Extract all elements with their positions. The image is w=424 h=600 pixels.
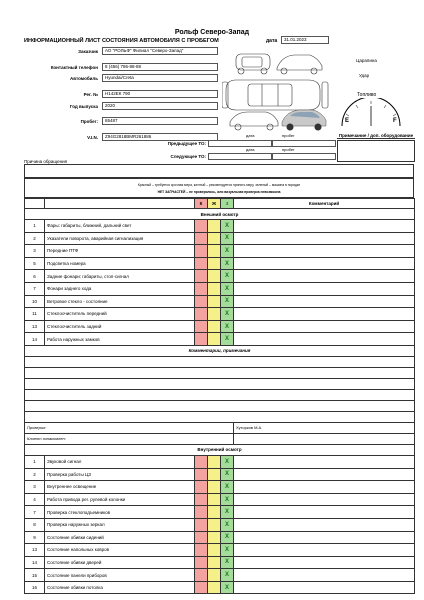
green-status-cell[interactable]: X	[221, 245, 234, 258]
row-item-name: Состояние обивки сидений	[45, 531, 195, 544]
notes-field[interactable]	[337, 140, 415, 162]
row-item-name: Указатели поворота, аварийная сигнализация	[45, 232, 195, 245]
comment-line[interactable]	[25, 356, 415, 367]
row-item-name: Фонари заднего хода	[45, 282, 195, 295]
table-row	[25, 493, 415, 506]
date-col-label: дата	[246, 133, 255, 138]
row-number: 7	[25, 506, 45, 519]
yellow-status-cell[interactable]	[208, 232, 221, 245]
yellow-status-cell[interactable]	[208, 481, 221, 494]
yellow-status-cell[interactable]	[208, 468, 221, 481]
car-diagram-icon[interactable]	[222, 50, 330, 132]
row-item-name: Состояние напольных ковров	[45, 544, 195, 557]
table-row	[25, 270, 415, 283]
table-row	[25, 531, 415, 544]
yellow-status-cell[interactable]	[208, 531, 221, 544]
yellow-status-cell[interactable]	[208, 333, 221, 346]
row-item-name: Внутреннее освещение	[45, 481, 195, 494]
row-number: 1	[25, 220, 45, 233]
row-number: 3	[25, 245, 45, 258]
date-label: дата	[266, 38, 278, 44]
red-status-cell[interactable]	[195, 220, 208, 233]
prev-to-date[interactable]	[208, 140, 272, 147]
client-ack-value[interactable]	[234, 433, 415, 444]
customer-label: Заказчик	[78, 49, 98, 54]
dealer-name: Рольф Северо-Запад	[174, 29, 250, 36]
row-number: 14	[25, 333, 45, 346]
red-status-cell[interactable]	[195, 581, 208, 594]
row-comment-cell[interactable]	[234, 220, 415, 233]
row-number: 4	[25, 493, 45, 506]
row-comment-cell[interactable]	[234, 544, 415, 557]
green-status-cell[interactable]: X	[221, 257, 234, 270]
row-number: 7	[25, 282, 45, 295]
table-row	[25, 320, 415, 333]
date-col-label-2: дата	[246, 147, 255, 152]
table-row	[25, 569, 415, 582]
row-number: 9	[25, 531, 45, 544]
next-to-mileage[interactable]	[272, 153, 336, 160]
yellow-status-cell[interactable]	[208, 220, 221, 233]
internal-section-title: Внутренний осмотр	[25, 444, 415, 455]
row-number: 1	[25, 455, 45, 468]
green-status-cell[interactable]: X	[221, 468, 234, 481]
row-comment-cell[interactable]	[234, 333, 415, 346]
table-row	[25, 282, 415, 295]
scratch-legend-label: Царапина	[356, 58, 377, 63]
yellow-status-cell[interactable]	[208, 282, 221, 295]
yellow-status-cell[interactable]	[208, 455, 221, 468]
fuel-gauge-icon	[336, 98, 406, 130]
yellow-status-cell[interactable]	[208, 245, 221, 258]
red-status-cell[interactable]	[195, 569, 208, 582]
row-number: 3	[25, 481, 45, 494]
green-status-cell[interactable]: X	[221, 320, 234, 333]
row-comment-cell[interactable]	[234, 531, 415, 544]
green-status-cell[interactable]: X	[221, 506, 234, 519]
row-comment-cell[interactable]	[234, 320, 415, 333]
fuel-title: Топливо	[357, 92, 377, 98]
inspection-table	[24, 198, 415, 594]
form-title: ИНФОРМАЦИОННЫЙ ЛИСТ СОСТОЯНИЯ АВТОМОБИЛЯ С ПРОБЕГОМ	[24, 38, 219, 44]
table-row	[25, 468, 415, 481]
comments-header: Комментарий	[234, 199, 415, 209]
client-ack-label: Клиент ознакомлен:	[25, 433, 234, 444]
comment-line[interactable]	[25, 367, 415, 378]
checked-by-label: Проверил:	[25, 422, 234, 433]
green-status-cell[interactable]: X	[221, 232, 234, 245]
green-status-cell[interactable]: X	[221, 569, 234, 582]
comment-line[interactable]	[25, 411, 415, 422]
row-comment-cell[interactable]	[234, 308, 415, 321]
green-status-cell[interactable]: X	[221, 270, 234, 283]
row-comment-cell[interactable]	[234, 468, 415, 481]
green-status-cell[interactable]: X	[221, 481, 234, 494]
yellow-status-cell[interactable]	[208, 270, 221, 283]
checked-by-value[interactable]: Хуторков М.А.	[234, 422, 415, 433]
red-status-cell[interactable]	[195, 481, 208, 494]
car-field[interactable]: Hyundai/Creta	[102, 74, 218, 82]
customer-field[interactable]: АО "РОЛЬФ" Филиал "Северо-Запад"	[102, 47, 218, 55]
row-number: 6	[25, 270, 45, 283]
row-number: 10	[25, 295, 45, 308]
row-comment-cell[interactable]	[234, 257, 415, 270]
mileage-col-label: пробег	[282, 133, 295, 138]
mileage-col-label-2: пробег	[282, 147, 295, 152]
red-status-cell[interactable]	[195, 468, 208, 481]
table-header-row	[25, 199, 415, 209]
notes-label: Примечание / доп. оборудование	[338, 133, 414, 138]
green-status-cell[interactable]: X	[221, 295, 234, 308]
vin-field[interactable]: Z94G2818BMR261886	[102, 133, 218, 141]
red-status-cell[interactable]	[195, 333, 208, 346]
red-status-cell[interactable]	[195, 308, 208, 321]
red-status-cell[interactable]	[195, 518, 208, 531]
table-row	[25, 544, 415, 557]
yellow-status-cell[interactable]	[208, 493, 221, 506]
green-status-cell[interactable]: X	[221, 220, 234, 233]
red-status-cell[interactable]	[195, 245, 208, 258]
prev-to-label: Предыдущее ТО:	[167, 141, 206, 146]
col-zh-header: Ж	[208, 199, 221, 209]
row-item-name: Работа наружных замков	[45, 333, 195, 346]
row-item-name: Задние фонари: габариты, стоп-сигнал	[45, 270, 195, 283]
date-field[interactable]: 31.01.2023	[281, 36, 329, 44]
row-item-name: Проверка наружных зеркал	[45, 518, 195, 531]
mileage-field[interactable]: 65487	[102, 117, 218, 125]
row-comment-cell[interactable]	[234, 481, 415, 494]
table-row	[25, 295, 415, 308]
yellow-status-cell[interactable]	[208, 556, 221, 569]
row-comment-cell[interactable]	[234, 518, 415, 531]
red-status-cell[interactable]	[195, 270, 208, 283]
green-status-cell[interactable]: X	[221, 581, 234, 594]
table-row	[25, 220, 415, 233]
external-section-title: Внешний осмотр	[25, 209, 415, 220]
row-number: 15	[25, 569, 45, 582]
row-comment-cell[interactable]	[234, 270, 415, 283]
prev-to-mileage[interactable]	[272, 140, 336, 147]
next-to-label: Следующее ТО:	[170, 154, 206, 159]
yellow-status-cell[interactable]	[208, 257, 221, 270]
row-item-name: Стеклоочиститель задний	[45, 320, 195, 333]
table-row	[25, 308, 415, 321]
row-number: 13	[25, 320, 45, 333]
green-status-cell[interactable]: X	[221, 493, 234, 506]
col-k-header: К	[195, 199, 208, 209]
row-item-name: Проверка работы ЦЗ	[45, 468, 195, 481]
table-row	[25, 455, 415, 468]
table-row	[25, 581, 415, 594]
table-row	[25, 257, 415, 270]
table-row	[25, 556, 415, 569]
yellow-status-cell[interactable]	[208, 295, 221, 308]
next-to-date[interactable]	[208, 153, 272, 160]
row-comment-cell[interactable]	[234, 295, 415, 308]
red-status-cell[interactable]	[195, 544, 208, 557]
row-item-name: Работа привода рег. рулевой колонки	[45, 493, 195, 506]
yellow-status-cell[interactable]	[208, 518, 221, 531]
row-number: 14	[25, 556, 45, 569]
phone-label: Контактный телефон	[50, 65, 98, 70]
row-number: 16	[25, 581, 45, 594]
green-status-cell[interactable]: X	[221, 544, 234, 557]
row-item-name: Состояние обивки потолка	[45, 581, 195, 594]
comment-line[interactable]	[25, 378, 415, 389]
reg-label: Рег. №	[83, 92, 98, 97]
red-status-cell[interactable]	[195, 295, 208, 308]
row-comment-cell[interactable]	[234, 282, 415, 295]
yellow-status-cell[interactable]	[208, 569, 221, 582]
green-status-cell[interactable]: X	[221, 455, 234, 468]
row-item-name: Состояние панели приборов	[45, 569, 195, 582]
car-label: Автомобиль	[70, 76, 98, 81]
yellow-status-cell[interactable]	[208, 320, 221, 333]
row-number: 2	[25, 468, 45, 481]
reg-field[interactable]: Н142ЕК 790	[102, 90, 218, 98]
table-row	[25, 232, 415, 245]
row-item-name: Фары: габариты, ближний, дальний свет	[45, 220, 195, 233]
row-comment-cell[interactable]	[234, 245, 415, 258]
color-legend-line1: Красный – требуется срочная мера, желтый – рекомендуется принять меру, зеленый – машина в порядке	[137, 183, 301, 187]
table-row	[25, 245, 415, 258]
row-comment-cell[interactable]	[234, 455, 415, 468]
row-comment-cell[interactable]	[234, 581, 415, 594]
color-legend-box	[24, 178, 414, 198]
comment-line[interactable]	[25, 400, 415, 411]
row-item-name: Передние ПТФ	[45, 245, 195, 258]
red-status-cell[interactable]	[195, 257, 208, 270]
red-status-cell[interactable]	[195, 493, 208, 506]
yellow-status-cell[interactable]	[208, 581, 221, 594]
col-z-header: З	[221, 199, 234, 209]
table-row	[25, 506, 415, 519]
row-item-name: Звуковой сигнал	[45, 455, 195, 468]
comment-line[interactable]	[25, 389, 415, 400]
row-item-name: Проверка стеклоподъемников	[45, 506, 195, 519]
row-comment-cell[interactable]	[234, 232, 415, 245]
red-status-cell[interactable]	[195, 320, 208, 333]
row-number: 2	[25, 232, 45, 245]
table-row	[25, 333, 415, 346]
fuel-f-label: F	[393, 118, 397, 124]
reason-field[interactable]	[24, 164, 414, 178]
green-status-cell[interactable]: X	[221, 518, 234, 531]
color-legend-line2: НЕТ ЗАПЧАСТЕЙ – не проверялось, или визуальная проверка невозможна	[157, 190, 281, 194]
comments-section-title: Комментарии, примечания	[25, 345, 415, 356]
red-status-cell[interactable]	[195, 455, 208, 468]
year-field[interactable]: 2020	[102, 102, 218, 110]
green-status-cell[interactable]: X	[221, 333, 234, 346]
red-status-cell[interactable]	[195, 232, 208, 245]
row-number: 13	[25, 544, 45, 557]
mileage-label: Пробег:	[80, 119, 98, 124]
red-status-cell[interactable]	[195, 506, 208, 519]
table-row	[25, 481, 415, 494]
reason-label: Причина обращения	[24, 159, 68, 164]
green-status-cell[interactable]: X	[221, 282, 234, 295]
fuel-e-label: E	[345, 118, 350, 124]
row-item-name: Ветровое стекло - состояние	[45, 295, 195, 308]
row-number: 8	[25, 518, 45, 531]
yellow-status-cell[interactable]	[208, 506, 221, 519]
phone-field[interactable]: 8 (456) 786-88-88	[102, 63, 218, 71]
yellow-status-cell[interactable]	[208, 544, 221, 557]
red-status-cell[interactable]	[195, 282, 208, 295]
row-item-name: Состояние обивки дверей	[45, 556, 195, 569]
row-comment-cell[interactable]	[234, 556, 415, 569]
red-status-cell[interactable]	[195, 531, 208, 544]
row-number: 5	[25, 257, 45, 270]
row-comment-cell[interactable]	[234, 493, 415, 506]
row-comment-cell[interactable]	[234, 569, 415, 582]
green-status-cell[interactable]: X	[221, 308, 234, 321]
yellow-status-cell[interactable]	[208, 308, 221, 321]
table-row	[25, 518, 415, 531]
row-item-name: Подсветка номера	[45, 257, 195, 270]
green-status-cell[interactable]: X	[221, 531, 234, 544]
row-number: 11	[25, 308, 45, 321]
row-comment-cell[interactable]	[234, 506, 415, 519]
row-item-name: Стеклоочиститель передний	[45, 308, 195, 321]
red-status-cell[interactable]	[195, 556, 208, 569]
year-label: Год выпуска	[69, 104, 98, 109]
green-status-cell[interactable]: X	[221, 556, 234, 569]
dent-legend-label: Удар	[359, 73, 370, 78]
vin-label: V.I.N.	[87, 135, 98, 140]
